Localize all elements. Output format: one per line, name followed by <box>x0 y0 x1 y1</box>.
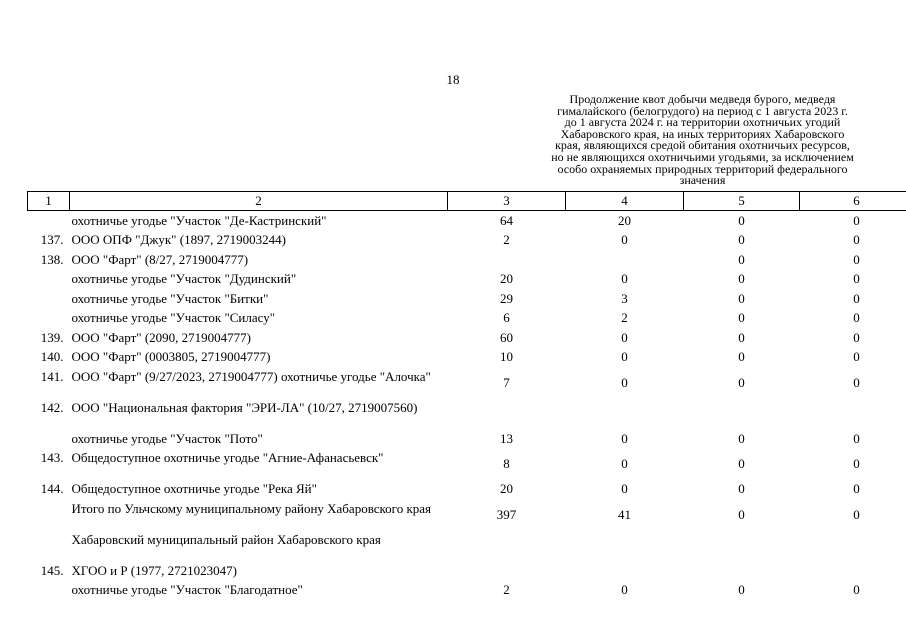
row-value-col6: 0 <box>853 232 860 248</box>
row-value-col4: 41 <box>618 506 631 522</box>
row-number: 141. <box>40 368 64 384</box>
table-row <box>28 530 906 561</box>
row-value-col5: 0 <box>738 456 745 471</box>
row-value-col4 <box>566 250 684 270</box>
row-name: охотничье угодье "Участок "Благодатное" <box>71 582 303 597</box>
table-header <box>28 192 906 211</box>
column-header-6: 6 <box>800 192 906 211</box>
table-row <box>28 328 906 348</box>
row-value-col4 <box>566 398 684 429</box>
caption-line: особо охраняемых природных территорий федерального <box>557 161 848 176</box>
row-value-col3 <box>448 530 566 561</box>
row-name: Хабаровский муниципальный район Хабаровского края <box>71 531 381 547</box>
row-number: 142. <box>40 399 64 415</box>
row-value-col4 <box>566 561 684 581</box>
row-value-col3 <box>448 561 566 581</box>
row-value-col5: 0 <box>738 582 745 598</box>
row-name: охотничье угодье "Участок "Силасу" <box>71 310 276 325</box>
row-value-col3: 60 <box>500 329 513 345</box>
table-row <box>28 499 906 530</box>
row-value-col5: 0 <box>738 349 745 365</box>
row-value-col3: 6 <box>503 310 510 326</box>
caption-line: края, являющихся средой обитания охотничьих ресурсов, <box>555 138 850 153</box>
row-name: ООО "Национальная фактория "ЭРИ-ЛА" (10/27, 2719007560) <box>71 399 418 415</box>
caption-line: но не являющихся охотничьими угодьями, за исключением <box>551 149 854 164</box>
row-value-col6: 0 <box>853 310 860 326</box>
row-value-col5: 0 <box>738 213 745 228</box>
row-value-col3: 397 <box>496 506 517 522</box>
row-value-col5: 0 <box>738 310 745 326</box>
row-value-col3: 13 <box>500 430 513 446</box>
row-value-col5: 0 <box>738 481 745 497</box>
row-number: 137. <box>40 232 64 247</box>
table-row <box>28 308 906 328</box>
row-value-col5: 0 <box>738 374 745 390</box>
table-row <box>28 479 906 499</box>
page-number: 18 <box>446 72 460 87</box>
row-name: ХГОО и Р (1977, 2721023047) <box>71 562 237 578</box>
table-row <box>28 211 906 231</box>
table-caption <box>530 94 875 187</box>
column-header-5: 5 <box>684 192 800 211</box>
row-value-col4: 0 <box>621 329 628 345</box>
row-value-col6: 0 <box>853 213 860 228</box>
row-value-col3 <box>448 398 566 429</box>
row-name: ООО "Фарт" (2090, 2719004777) <box>71 329 251 345</box>
row-value-col4: 20 <box>618 213 631 228</box>
row-number <box>28 530 70 561</box>
row-value-col6 <box>800 398 906 429</box>
caption-line: до 1 августа 2024 г. на территории охотничьих угодий <box>564 115 841 130</box>
row-value-col6 <box>800 561 906 581</box>
row-name: ООО "Фарт" (9/27/2023, 2719004777) охотничье угодье "Алочка" <box>71 368 431 384</box>
row-number <box>28 580 70 600</box>
table-row <box>28 347 906 367</box>
row-value-col6: 0 <box>853 506 860 522</box>
table-row <box>28 448 906 479</box>
row-number: 139. <box>40 329 64 345</box>
row-value-col4: 0 <box>621 430 628 446</box>
row-value-col5: 0 <box>738 251 745 267</box>
row-value-col5: 0 <box>738 232 745 248</box>
table-row <box>28 429 906 449</box>
row-value-col5: 0 <box>738 290 745 306</box>
caption-line: гималайского (белогрудого) на период с 1 августа 2023 г. <box>557 103 848 118</box>
row-value-col4: 0 <box>621 232 628 248</box>
caption-line: значения <box>679 173 726 188</box>
row-name: ООО "Фарт" (8/27, 2719004777) <box>71 251 249 267</box>
row-name: охотничье угодье "Участок "Пото" <box>71 430 263 446</box>
row-name: ООО "Фарт" (0003805, 2719004777) <box>71 349 271 364</box>
row-number <box>28 289 70 309</box>
row-value-col6: 0 <box>853 456 860 471</box>
row-value-col3: 29 <box>500 290 513 306</box>
column-header-2: 2 <box>70 192 448 211</box>
quota-table <box>27 191 906 600</box>
row-value-col5 <box>684 530 800 561</box>
row-value-col5: 0 <box>738 430 745 446</box>
row-name: Общедоступное охотничье угодье "Река Яй" <box>71 481 317 496</box>
row-value-col6: 0 <box>853 329 860 345</box>
row-number <box>28 499 70 530</box>
row-value-col4: 2 <box>621 310 628 326</box>
table-row <box>28 269 906 289</box>
row-value-col3: 8 <box>503 456 510 471</box>
row-value-col6: 0 <box>853 374 860 390</box>
table-row <box>28 367 906 398</box>
row-value-col3: 2 <box>503 582 510 598</box>
row-name: Итого по Ульчскому муниципальному району Хабаровского края <box>71 500 432 516</box>
row-value-col4: 0 <box>621 349 628 365</box>
row-value-col3 <box>448 250 566 270</box>
row-value-col6: 0 <box>853 582 860 598</box>
column-header-3: 3 <box>448 192 566 211</box>
row-value-col4: 0 <box>621 374 628 390</box>
row-number <box>28 429 70 449</box>
row-value-col6 <box>800 530 906 561</box>
row-value-col5: 0 <box>738 506 745 522</box>
row-value-col4: 0 <box>621 456 628 471</box>
row-value-col3: 7 <box>503 374 510 390</box>
table-row <box>28 580 906 600</box>
row-number: 145. <box>40 562 64 578</box>
table-body <box>28 211 906 600</box>
row-value-col6: 0 <box>853 349 860 365</box>
row-name: охотничье угодье "Участок "Де-Кастринский" <box>71 213 327 228</box>
table-row <box>28 561 906 581</box>
row-value-col4: 0 <box>621 481 628 497</box>
row-value-col5 <box>684 561 800 581</box>
row-value-col6: 0 <box>853 290 860 306</box>
row-value-col4: 3 <box>621 290 628 306</box>
column-header-1: 1 <box>28 192 70 211</box>
row-name: ООО ОПФ "Джук" (1897, 2719003244) <box>71 232 286 247</box>
row-name: охотничье угодье "Участок "Битки" <box>71 290 269 306</box>
row-number <box>28 308 70 328</box>
table-row <box>28 250 906 270</box>
row-value-col3: 64 <box>500 213 513 228</box>
row-value-col5 <box>684 398 800 429</box>
row-value-col4: 0 <box>621 271 628 287</box>
row-number <box>28 211 70 231</box>
row-value-col4 <box>566 530 684 561</box>
column-header-4: 4 <box>566 192 684 211</box>
table-row <box>28 230 906 250</box>
row-value-col5: 0 <box>738 329 745 345</box>
table-row <box>28 289 906 309</box>
row-value-col6: 0 <box>853 430 860 446</box>
row-number: 140. <box>40 349 64 364</box>
row-value-col3: 2 <box>503 232 510 248</box>
row-number: 144. <box>40 481 64 496</box>
row-value-col6: 0 <box>853 271 860 287</box>
caption-line: Хабаровского края, на иных территориях Хабаровского <box>560 126 845 141</box>
table-row <box>28 398 906 429</box>
row-value-col5: 0 <box>738 271 745 287</box>
row-value-col4: 0 <box>621 582 628 598</box>
row-name: охотничье угодье "Участок "Дудинский" <box>71 271 297 286</box>
row-value-col3: 20 <box>500 481 513 497</box>
row-value-col3: 20 <box>500 271 513 287</box>
caption-line: Продолжение квот добычи медведя бурого, медведя <box>569 92 836 106</box>
row-number <box>28 269 70 289</box>
row-number: 143. <box>40 450 64 465</box>
row-name: Общедоступное охотничье угодье "Агние-Афанасьевск" <box>71 450 384 465</box>
row-value-col6: 0 <box>853 251 860 267</box>
row-number: 138. <box>40 251 64 267</box>
row-value-col6: 0 <box>853 481 860 497</box>
row-value-col3: 10 <box>500 349 513 365</box>
